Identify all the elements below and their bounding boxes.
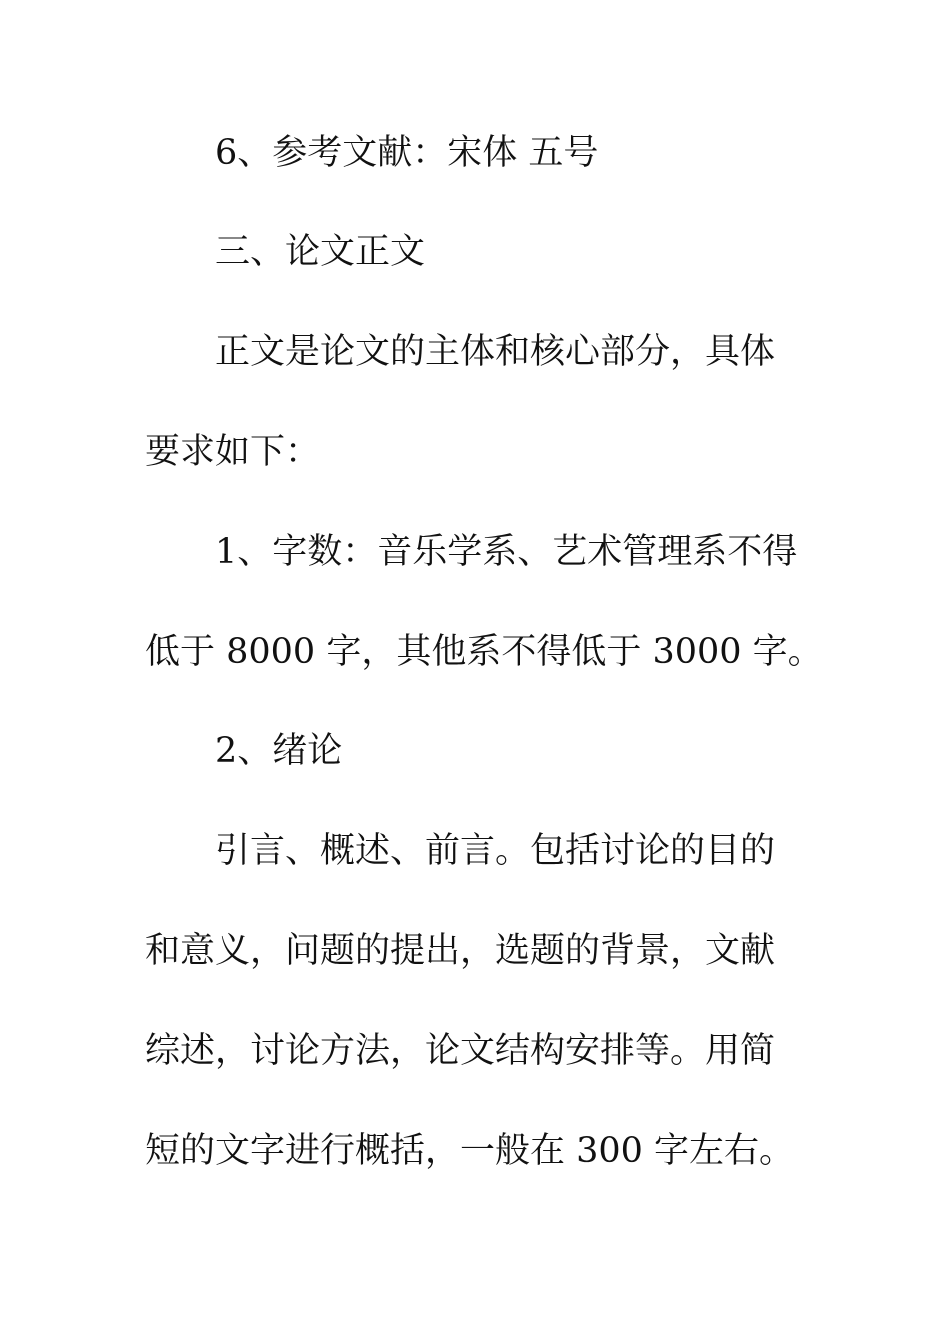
introduction-paragraph-line: 和意义，问题的提出，选题的背景，文献 [145,931,776,971]
introduction-paragraph-line: 综述，讨论方法，论文结构安排等。用简 [145,1031,776,1071]
section-heading-main-text: 三、论文正文 [215,232,426,272]
word-count-line: 1、字数：音乐学系、艺术管理系不得 [215,532,798,572]
introduction-paragraph-line: 短的文字进行概括，一般在 300 字左右。 [145,1131,795,1171]
introduction-paragraph-line: 引言、概述、前言。包括讨论的目的 [215,831,776,871]
introduction-heading: 2、绪论 [215,731,343,771]
word-count-line: 低于 8000 字，其他系不得低于 3000 字。 [145,632,823,672]
body-paragraph-line: 要求如下： [145,432,321,472]
references-format-line: 6、参考文献：宋体 五号 [215,133,599,173]
body-paragraph-line: 正文是论文的主体和核心部分，具体 [215,332,776,372]
